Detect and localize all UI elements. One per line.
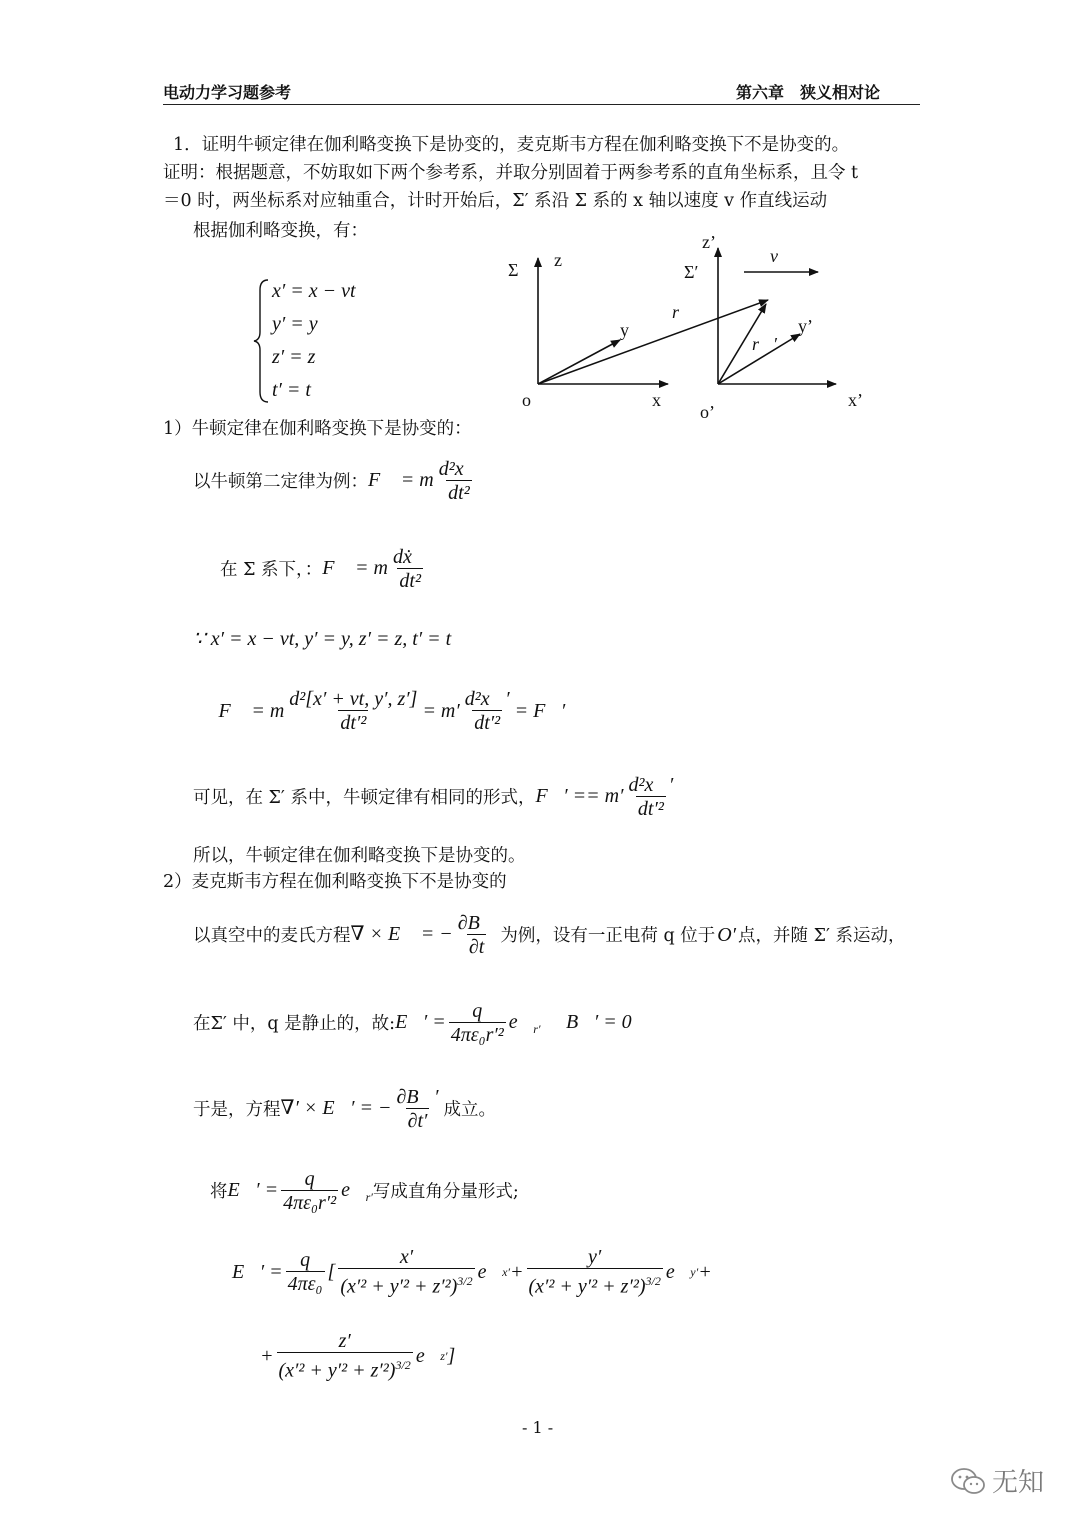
x-prime-label: x’: [848, 390, 863, 410]
reference-frames-diagram: [490, 228, 890, 428]
in-sigma-text: 在 Σ 系下，：: [220, 559, 323, 580]
same-form-text: 可见，在 Σ′ 系中，牛顿定律有相同的形式，: [193, 787, 536, 808]
field-radial-formula: E⃗′ = $\frac{q}{\text{4πε₀r′²}}$ $e⃗_{r'}$: [227, 1168, 373, 1214]
component-equation-1: E⃗′ = $\frac{q}{\text{4πε₀}}$ [ $\frac{x'}{(x'^2 + y'^2 + z'^2)^{3/2}}$ e⃗ x′ + $\frac{y'}{(x'^2 + y'^2 + z'^2)^{3/2}}$ e⃗ y′ +: [232, 1246, 712, 1298]
o-prime-point: O′: [717, 924, 737, 946]
origin-prime-label: o’: [700, 402, 715, 422]
newton-intro: 以牛顿第二定律为例：: [193, 471, 368, 492]
newton-formula: F⃗ = m $\frac{\text{d²x⃗}}{\text{dt²}}$: [368, 458, 480, 504]
eq-z-prime: z′ = z: [272, 346, 316, 368]
y-axis: [538, 340, 620, 384]
component-equation-2: + $\frac{z'}{(x'^2 + y'^2 + z'^2)^{3/2}}$ e⃗ z′ ]: [260, 1330, 456, 1382]
then-text-b: 成立。: [443, 1099, 497, 1120]
proof-line-1: 证明：根据题意，不妨取如下两个参考系，并取分别固着于两参考系的直角坐标系，且令 t: [163, 163, 859, 183]
because-equation: ∵ x′ = x − vt, y′ = y, z′ = z, t′ = t: [193, 628, 452, 650]
proof-line-2: ＝0 时，两坐标系对应轴重合，计时开始后，Σ′ 系沿 Σ 系的 x 轴以速度 v 作直线运动: [163, 191, 828, 211]
r-prime-label: r⃗′: [752, 334, 777, 354]
maxwell-text-a: 以真空中的麦氏方程: [193, 925, 351, 946]
write-text-a: 将: [210, 1181, 228, 1202]
header-rule: [163, 104, 920, 105]
y-label: y: [620, 320, 629, 340]
header-left: 电动力学习题参考: [163, 83, 292, 102]
section-2-title: 2）麦克斯韦方程在伽利略变换下不是协变的: [163, 872, 507, 892]
maxwell-line: [193, 912, 906, 959]
static-charge-line: [193, 1000, 632, 1047]
origin-label: o: [522, 390, 531, 410]
section-1-title: 1）牛顿定律在伽利略变换下是协变的：: [163, 419, 472, 439]
eq-x-prime: x′ = x − vt: [272, 280, 356, 302]
v-label: v⃗: [770, 246, 792, 266]
galilean-intro: 根据伽利略变换，有：: [193, 221, 368, 241]
z-prime-label: z’: [702, 232, 716, 252]
then-text-a: 于是，方程: [193, 1099, 281, 1120]
question-text: 1．证明牛顿定律在伽利略变换下是协变的，麦克斯韦方程在伽利略变换下不是协变的。: [173, 135, 850, 155]
write-text-b: 写成直角分量形式;: [372, 1181, 519, 1202]
therefore-equation: ∴ F⃗ = m $\frac{\text{d²[x′ + vt, y′, z′]}}{\text{dt′²}}$ = m′ $\frac{\text{d²x⃗′}}{\text{dt′²}}$ = F⃗′: [198, 688, 566, 734]
sigma-label: Σ: [508, 260, 519, 280]
left-brace: [252, 276, 272, 406]
same-form-formula: F⃗′ == m′ $\frac{\text{d²x⃗′}}{\text{dt′²}}$: [535, 774, 674, 820]
r-label: r⃗: [672, 302, 694, 322]
static-field-formula: E⃗′ = $\frac{q}{\text{4πε₀r′²}}$ $e⃗_{r'}$ ， B⃗′ = 0: [395, 1000, 632, 1046]
z-label: z: [554, 250, 562, 270]
static-charge-text: 在Σ′ 中，q 是静止的，故:: [193, 1013, 396, 1034]
watermark-text: 无知: [992, 1468, 1045, 1498]
sigma-prime-label: Σ′: [684, 262, 699, 282]
maxwell-text-c: 点，并随 Σ′ 系运动，: [738, 925, 906, 946]
curl-equation-line: [193, 1086, 496, 1133]
newton-second-law: [193, 458, 484, 505]
header-right: 第六章 狭义相对论: [736, 83, 881, 102]
same-form-line: [193, 774, 678, 821]
curl-formula: ∇′ × E⃗′ = − $\frac{\partial B⃗'}{\partial t'}$: [280, 1086, 439, 1132]
maxwell-text-b: 为例，设有一正电荷 q 位于: [500, 925, 716, 946]
x-label: x: [652, 390, 661, 410]
newton-sigma-formula: F⃗ = m $\frac{\text{dẋ⃗}}{\text{dt²}}$: [322, 546, 428, 592]
wechat-icon: [950, 1466, 986, 1496]
newton-conclusion: 所以，牛顿定律在伽利略变换下是协变的。: [193, 846, 526, 866]
page-number: - 1 -: [522, 1418, 554, 1437]
watermark: [950, 1462, 1044, 1499]
eq-t-prime: t′ = t: [272, 379, 311, 401]
component-intro-line: [210, 1168, 519, 1215]
r-vector: [538, 300, 768, 384]
maxwell-formula: ∇ × E⃗ = − $\frac{\partial B⃗}{\partial t}$: [350, 912, 496, 958]
y-prime-label: y’: [798, 316, 813, 336]
eq-y-prime: y′ = y: [272, 313, 318, 335]
newton-in-sigma: [220, 546, 432, 593]
